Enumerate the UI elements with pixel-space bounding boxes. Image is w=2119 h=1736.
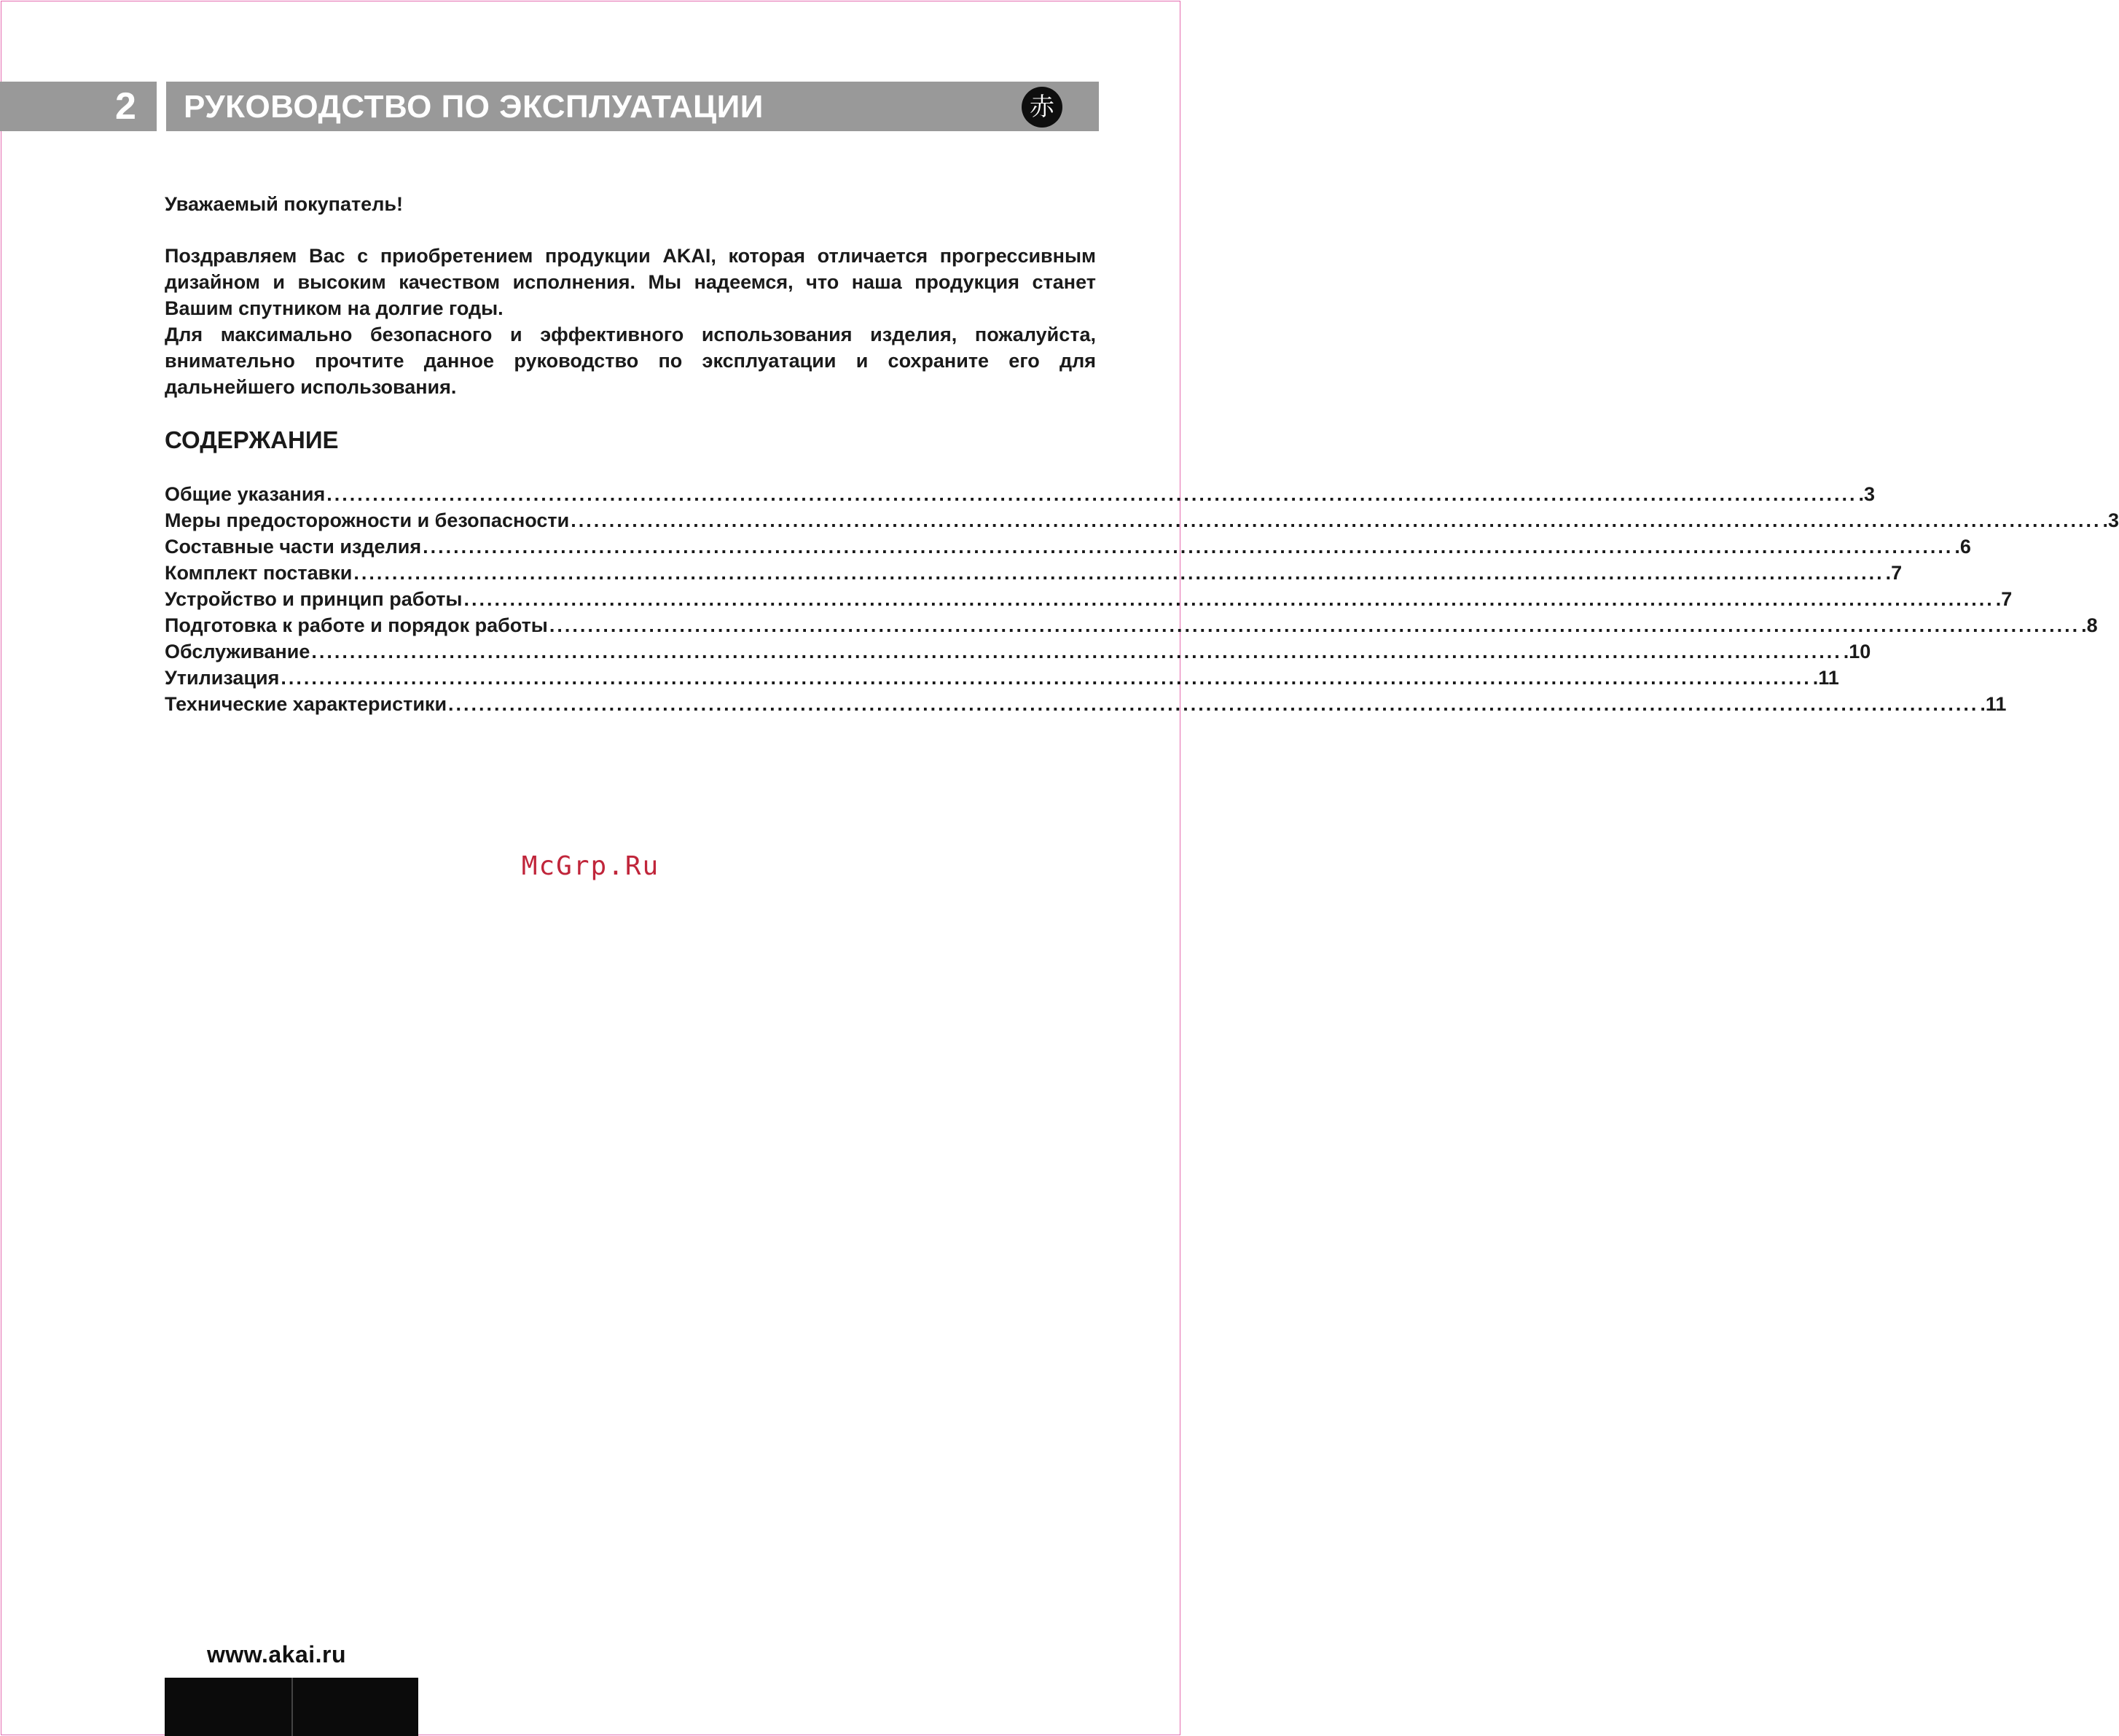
toc-item-page: .6 <box>1954 536 1971 558</box>
toc-item <box>165 586 2013 612</box>
footer-divider <box>291 1678 293 1736</box>
intro-text <box>165 243 1096 400</box>
toc-leader-dots: ........................................................................................................................................................................................................ <box>571 509 2102 531</box>
toc-item <box>165 560 1903 586</box>
toc-item-label: Общие указания <box>165 483 326 505</box>
table-of-contents <box>165 481 2119 717</box>
toc-item <box>165 612 2098 638</box>
toc-item <box>165 638 1871 665</box>
toc-item-page: .10 <box>1843 641 1871 662</box>
toc-title: СОДЕРЖАНИЕ <box>165 426 339 453</box>
toc-item-page: .3 <box>2102 509 2119 531</box>
toc-item-page: .3 <box>1858 483 1876 505</box>
toc-item <box>165 691 2007 717</box>
toc-leader-dots: ........................................................................................................................................................................................................ <box>281 667 1811 689</box>
toc-item-label: Комплект поставки <box>165 562 353 584</box>
toc-leader-dots: ........................................................................................................................................................................................................ <box>448 693 1979 715</box>
page-number: 2 <box>115 85 136 128</box>
toc-leader-dots: ........................................................................................................................................................................................................ <box>353 562 1884 584</box>
toc-item <box>165 533 1971 560</box>
toc-item-label: Подготовка к работе и порядок работы <box>165 614 548 636</box>
toc-item-page: .11 <box>1980 693 2007 715</box>
intro-paragraph: Для максимально безопасного и эффективного использования изделия, пожалуйста, внимательно прочтите данное руководство по эксплуатации и сохраните его для дальнейшего использования. <box>165 324 1096 398</box>
greeting: Уважаемый покупатель! <box>165 193 403 215</box>
toc-item-label: Технические характеристики <box>165 693 447 715</box>
toc-item-label: Составные части изделия <box>165 536 422 558</box>
document-title: РУКОВОДСТВО ПО ЭКСПЛУАТАЦИИ <box>184 89 764 125</box>
toc-item-label: Обслуживание <box>165 641 310 662</box>
toc-leader-dots: ........................................................................................................................................................................................................ <box>423 536 1954 558</box>
toc-item-label: Меры предосторожности и безопасности <box>165 509 570 531</box>
intro-paragraph: Поздравляем Вас с приобретением продукции AKAI, которая отличается прогрессивным дизайном и высоким качеством исполнения. Мы надеемся, что наша продукция станет Вашим спутником на долгие годы. <box>165 245 1096 319</box>
watermark: McGrp.Ru <box>521 851 660 881</box>
toc-leader-dots: ........................................................................................................................................................................................................ <box>463 588 1994 610</box>
toc-item-page: .7 <box>1995 588 2013 610</box>
footer-url: www.akai.ru <box>207 1641 347 1667</box>
toc-leader-dots: ........................................................................................................................................................................................................ <box>311 641 1842 662</box>
toc-item-page: .11 <box>1812 667 1839 689</box>
toc-leader-dots: ........................................................................................................................................................................................................ <box>549 614 2080 636</box>
toc-item <box>165 665 1839 691</box>
toc-item <box>165 481 1876 507</box>
toc-item-page: .7 <box>1885 562 1903 584</box>
akai-emblem-icon: 赤 <box>1022 87 1062 128</box>
toc-item-page: .8 <box>2081 614 2098 636</box>
toc-item <box>165 507 2119 533</box>
toc-item-label: Устройство и принцип работы <box>165 588 463 610</box>
toc-item-label: Утилизация <box>165 667 280 689</box>
toc-leader-dots: ........................................................................................................................................................................................................ <box>326 483 1857 505</box>
